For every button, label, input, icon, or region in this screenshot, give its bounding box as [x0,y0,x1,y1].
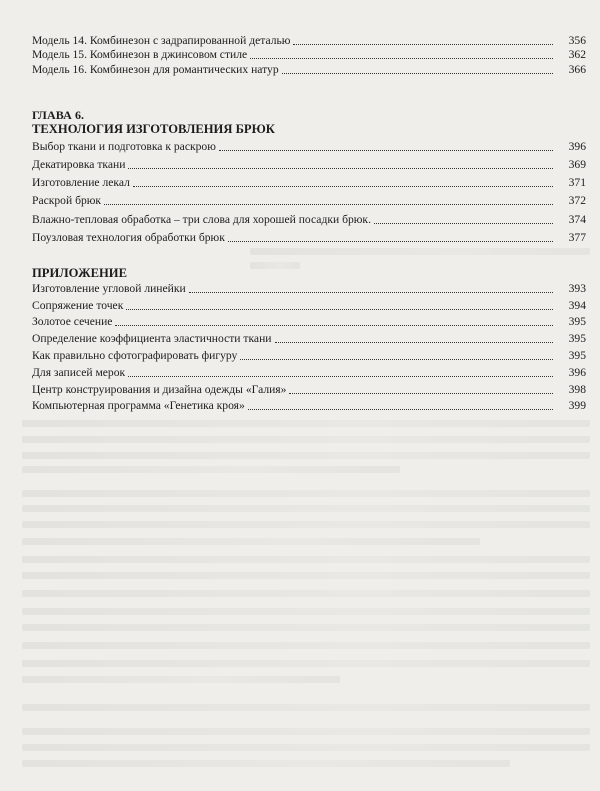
leader-dots [248,408,553,410]
leader-dots [115,324,553,326]
leader-dots [282,72,553,74]
leader-dots [104,203,553,205]
toc-entry[interactable]: Выбор ткани и подготовка к раскрою 396 [32,139,586,153]
leader-dots [219,149,553,151]
toc-entry[interactable]: Изготовление лекал 371 [32,176,586,190]
toc-entry[interactable]: Золотое сечение 395 [32,315,586,329]
toc-entry[interactable]: Влажно-тепловая обработка – три слова для хорошей посадки брюк. 374 [32,212,586,226]
toc-group-models [32,34,586,77]
toc-appendix [32,266,586,414]
toc-entry[interactable]: Декатировка ткани 369 [32,157,586,171]
leader-dots [228,240,553,242]
chapter-title: ТЕХНОЛОГИЯ ИЗГОТОВЛЕНИЯ БРЮК [32,121,275,136]
leader-dots [275,341,554,343]
toc-entry[interactable]: Поузловая технология обработки брюк 377 [32,230,586,244]
toc-entry[interactable]: Как правильно сфотографировать фигуру 395 [32,349,586,362]
table-of-contents [32,34,586,413]
toc-entry[interactable]: Сопряжение точек 394 [32,298,586,312]
leader-dots [128,375,553,377]
toc-entry[interactable]: Компьютерная программа «Генетика кроя» 399 [32,399,586,413]
leader-dots [126,308,553,310]
toc-entry[interactable]: Для записей мерок 396 [32,365,586,379]
leader-dots [128,167,553,169]
toc-entry[interactable]: Центр конструирования и дизайна одежды «Галия» 398 [32,382,586,396]
leader-dots [133,185,553,187]
toc-chapter-6 [32,108,586,245]
toc-entry[interactable]: Определение коэффициента эластичности ткани 395 [32,332,586,346]
leader-dots [250,57,553,59]
appendix-title: ПРИЛОЖЕНИЕ [32,265,127,280]
leader-dots [289,392,553,394]
chapter-label: ГЛАВА 6. [32,107,85,122]
toc-entry[interactable]: Изготовление угловой линейки 393 [32,281,586,295]
leader-dots [293,43,553,45]
leader-dots [374,222,553,224]
leader-dots [240,358,553,360]
toc-entry[interactable]: Модель 16. Комбинезон для романтических натур 366 [32,62,586,76]
toc-entry[interactable]: Раскрой брюк 372 [32,194,586,208]
toc-entry[interactable]: Модель 15. Комбинезон в джинсовом стиле 362 [32,48,586,62]
leader-dots [189,291,553,293]
toc-entry[interactable]: Модель 14. Комбинезон с задрапированной деталью 356 [32,34,586,48]
